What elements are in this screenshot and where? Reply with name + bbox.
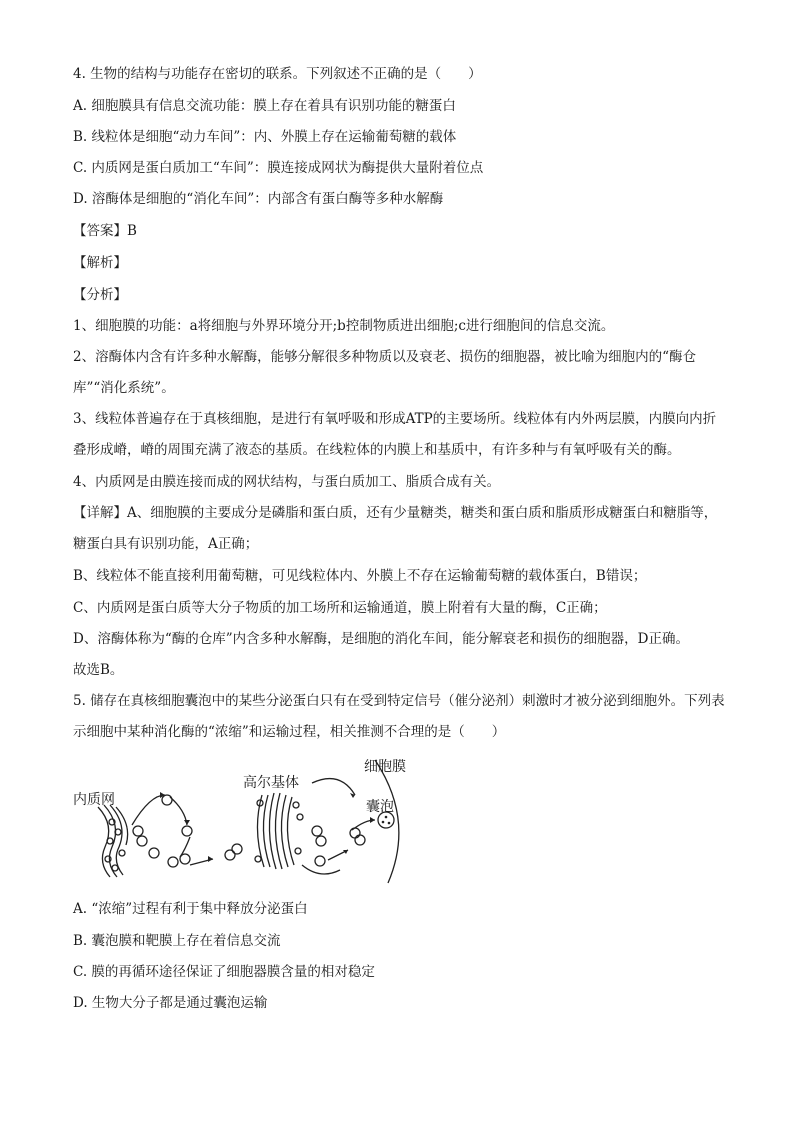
conclusion: 故选B。 bbox=[73, 662, 124, 678]
detail-a bbox=[73, 498, 725, 559]
detail-d: D、溶酶体称为“酶的仓库”内含多种水解酶，是细胞的消化车间，能分解衰老和损伤的细胞器，D正确。 bbox=[73, 631, 689, 647]
q4-stem: 4. 生物的结构与功能存在密切的联系。下列叙述不正确的是（ ） bbox=[73, 66, 482, 82]
answer-value: B bbox=[127, 223, 137, 239]
detail-c: C、内质网是蛋白质等大分子物质的加工场所和运输通道，膜上附着有大量的酶，C正确； bbox=[73, 600, 607, 616]
detail-tag: 【详解】 bbox=[73, 505, 127, 521]
detail-b: B、线粒体不能直接利用葡萄糖，可见线粒体内、外膜上不存在运输葡萄糖的载体蛋白，B错误； bbox=[73, 568, 647, 584]
q5-option-a: A. “浓缩”过程有利于集中释放分泌蛋白 bbox=[73, 901, 308, 917]
golgi-stacks bbox=[255, 793, 303, 869]
detail-a-text: A、细胞膜的主要成分是磷脂和蛋白质，还有少量糖类，糖类和蛋白质和脂质形成糖蛋白和糖脂等，糖蛋白具有识别功能，A正确； bbox=[73, 505, 718, 552]
q4-option-c: C. 内质网是蛋白质加工“车间”：膜连接成网状为酶提供大量附着位点 bbox=[73, 160, 484, 176]
diagram-drawing bbox=[70, 755, 410, 885]
point-2: 2、溶酶体内含有许多种水解酶，能够分解很多种物质以及衰老、损伤的细胞器，被比喻为细胞内的“酶仓库”“消化系统”。 bbox=[73, 349, 696, 396]
vesicle-transport-diagram bbox=[70, 755, 410, 885]
point-4: 4、内质网是由膜连接而成的网状结构，与蛋白质加工、脂质合成有关。 bbox=[73, 474, 501, 490]
answer-line bbox=[73, 222, 137, 240]
er-stacks bbox=[98, 805, 128, 877]
q4-option-b: B. 线粒体是细胞“动力车间”：内、外膜上存在运输葡萄糖的载体 bbox=[73, 129, 457, 145]
q5-option-d: D. 生物大分子都是通过囊泡运输 bbox=[73, 995, 268, 1011]
label-cell-membrane: 细胞膜 bbox=[364, 759, 406, 775]
analysis-tag: 【解析】 bbox=[73, 255, 127, 271]
q4-option-d: D. 溶酶体是细胞的“消化车间”：内部含有蛋白酶等多种水解酶 bbox=[73, 191, 444, 207]
label-vesicle: 囊泡 bbox=[366, 799, 394, 815]
label-golgi: 高尔基体 bbox=[243, 775, 299, 791]
q4-option-a: A. 细胞膜具有信息交流功能：膜上存在着具有识别功能的糖蛋白 bbox=[73, 98, 456, 114]
point-3: 3、线粒体普遍存在于真核细胞，是进行有氧呼吸和形成ATP的主要场所。线粒体有内外两层膜，内膜向内折叠形成嵴，嵴的周围充满了液态的基质。在线粒体的内膜上和基质中，有许多种与有氧呼吸有关的酶。 bbox=[73, 411, 717, 458]
q5-option-b: B. 囊泡膜和靶膜上存在着信息交流 bbox=[73, 933, 281, 949]
q5-option-c: C. 膜的再循环途径保证了细胞器膜含量的相对稳定 bbox=[73, 964, 375, 980]
label-er: 内质网 bbox=[73, 792, 115, 808]
answer-tag: 【答案】 bbox=[73, 223, 127, 239]
q5-stem: 5. 储存在真核细胞囊泡中的某些分泌蛋白只有在受到特定信号（催分泌剂）刺激时才被分泌到细胞外。下列表示细胞中某种消化酶的“浓缩”和运输过程，相关推测不合理的是（ ） bbox=[73, 693, 725, 740]
fenxi-tag: 【分析】 bbox=[73, 287, 127, 303]
point-1: 1、细胞膜的功能：a将细胞与外界环境分开;b控制物质进出细胞;c进行细胞间的信息交流。 bbox=[73, 318, 615, 334]
